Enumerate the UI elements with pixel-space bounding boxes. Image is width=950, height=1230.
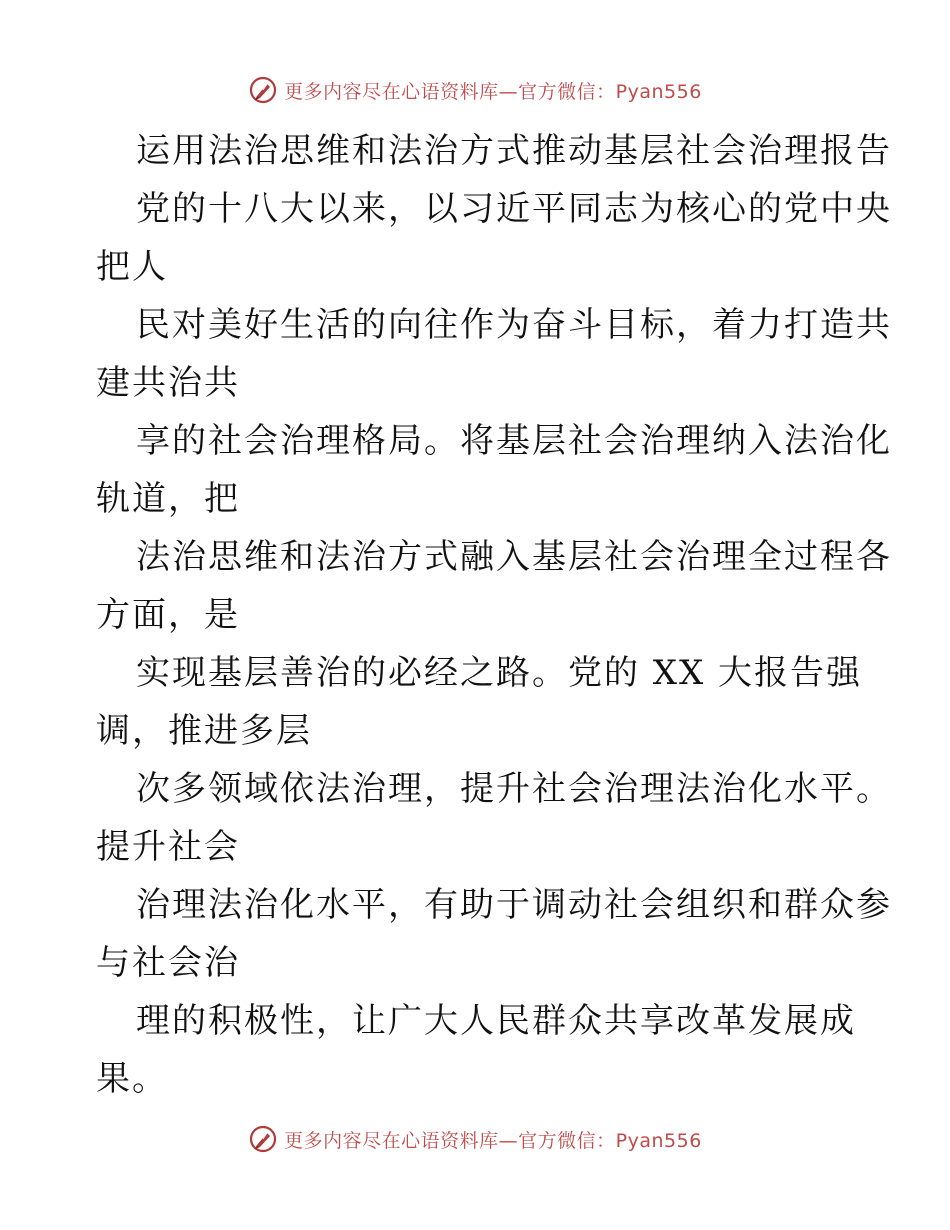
pen-logo-icon	[248, 75, 278, 105]
paragraph-line: 次多领域依法治理，提升社会治理法治化水平。	[136, 769, 892, 809]
paragraph-line: 调，推进多层	[96, 711, 312, 751]
paragraph-line: 党的十八大以来，以习近平同志为核心的党中央	[136, 189, 892, 229]
paragraph-line: 享的社会治理格局。将基层社会治理纳入法治化	[136, 421, 892, 461]
paragraph-line: 方面，是	[96, 595, 240, 635]
footer-banner-text: 更多内容尽在心语资料库—官方微信：Pyan556	[284, 1129, 702, 1152]
paragraph-line: 法治思维和法治方式融入基层社会治理全过程各	[136, 537, 892, 577]
paragraph-line: 建共治共	[96, 363, 240, 403]
paragraph-line: 实现基层善治的必经之路。党的 XX 大报告强	[136, 653, 863, 693]
paragraph-line: 把人	[96, 247, 168, 287]
pen-logo-icon	[248, 1124, 278, 1154]
paragraph-line: 治理法治化水平，有助于调动社会组织和群众参	[136, 885, 892, 925]
paragraph-line: 理的积极性，让广大人民群众共享改革发展成	[136, 1001, 856, 1041]
footer-banner	[0, 1119, 950, 1159]
paragraph-line: 提升社会	[96, 827, 240, 867]
header-banner	[0, 70, 950, 110]
paragraph-line: 运用法治思维和法治方式推动基层社会治理报告	[136, 131, 892, 171]
header-banner-text: 更多内容尽在心语资料库—官方微信：Pyan556	[284, 80, 702, 103]
paragraph-line: 与社会治	[96, 943, 240, 983]
paragraph-line: 轨道，把	[96, 479, 240, 519]
document-body	[96, 122, 892, 1108]
paragraph-line: 民对美好生活的向往作为奋斗目标，着力打造共	[136, 305, 892, 345]
paragraph-line: 果。	[96, 1059, 168, 1099]
